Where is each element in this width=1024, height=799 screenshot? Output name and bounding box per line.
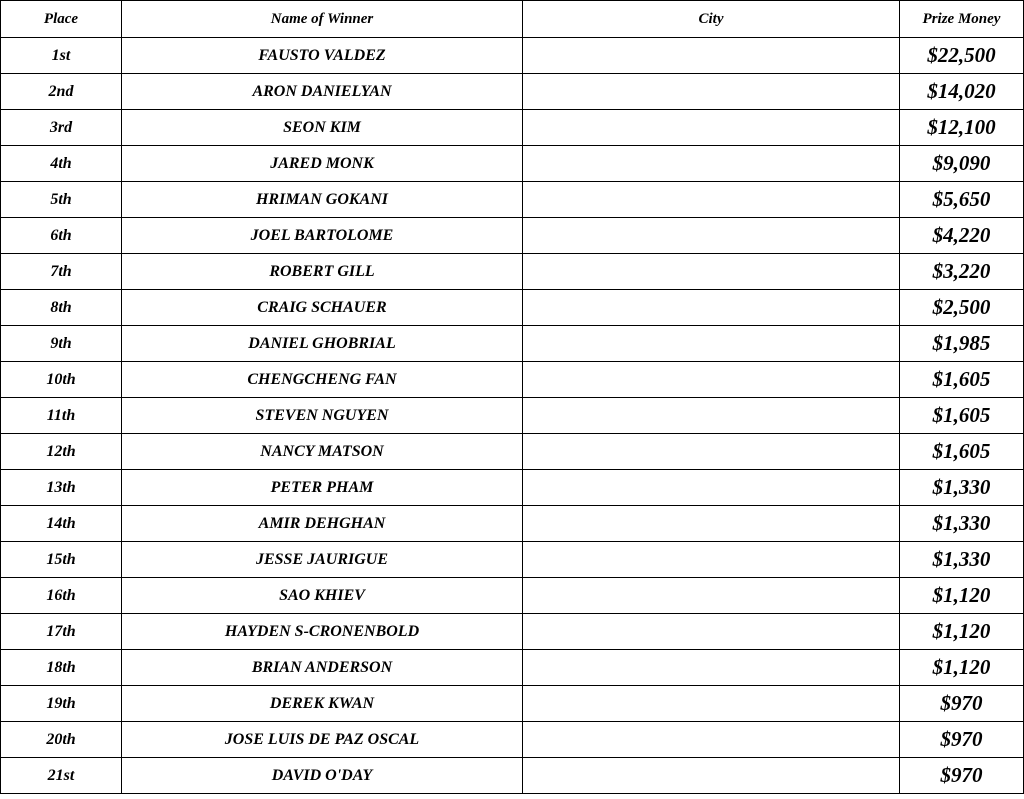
prize-money-cell: $22,500: [900, 38, 1024, 74]
place-cell: 21st: [1, 758, 122, 794]
city-cell: [523, 182, 900, 218]
prize-money-cell: $1,605: [900, 398, 1024, 434]
city-cell: [523, 254, 900, 290]
prize-money-cell: $1,605: [900, 434, 1024, 470]
table-row: [1, 722, 1024, 758]
winner-name-cell: JOEL BARTOLOME: [122, 218, 523, 254]
city-cell: [523, 542, 900, 578]
winner-name-cell: FAUSTO VALDEZ: [122, 38, 523, 74]
prize-money-cell: $970: [900, 722, 1024, 758]
winner-name-cell: SEON KIM: [122, 110, 523, 146]
city-cell: [523, 434, 900, 470]
place-cell: 11th: [1, 398, 122, 434]
place-cell: 14th: [1, 506, 122, 542]
header-prize: Prize Money: [900, 1, 1024, 38]
winner-name-cell: HAYDEN S-CRONENBOLD: [122, 614, 523, 650]
prize-money-cell: $1,120: [900, 650, 1024, 686]
winner-name-cell: ROBERT GILL: [122, 254, 523, 290]
city-cell: [523, 470, 900, 506]
winner-name-cell: JOSE LUIS DE PAZ OSCAL: [122, 722, 523, 758]
winner-name-cell: DEREK KWAN: [122, 686, 523, 722]
prize-money-cell: $1,330: [900, 542, 1024, 578]
prize-money-cell: $1,120: [900, 614, 1024, 650]
city-cell: [523, 362, 900, 398]
place-cell: 6th: [1, 218, 122, 254]
prize-money-cell: $1,605: [900, 362, 1024, 398]
place-cell: 5th: [1, 182, 122, 218]
winner-name-cell: JESSE JAURIGUE: [122, 542, 523, 578]
prize-money-cell: $970: [900, 686, 1024, 722]
prize-money-cell: $1,330: [900, 470, 1024, 506]
city-cell: [523, 758, 900, 794]
prize-money-cell: $14,020: [900, 74, 1024, 110]
prize-money-cell: $5,650: [900, 182, 1024, 218]
winner-name-cell: PETER PHAM: [122, 470, 523, 506]
table-row: [1, 758, 1024, 794]
place-cell: 2nd: [1, 74, 122, 110]
winner-name-cell: CHENGCHENG FAN: [122, 362, 523, 398]
table-row: [1, 38, 1024, 74]
prize-money-cell: $1,985: [900, 326, 1024, 362]
winner-name-cell: JARED MONK: [122, 146, 523, 182]
city-cell: [523, 614, 900, 650]
table-row: [1, 326, 1024, 362]
table-row: [1, 398, 1024, 434]
place-cell: 12th: [1, 434, 122, 470]
header-place: Place: [1, 1, 122, 38]
prize-money-cell: $3,220: [900, 254, 1024, 290]
city-cell: [523, 218, 900, 254]
place-cell: 19th: [1, 686, 122, 722]
table-row: [1, 254, 1024, 290]
place-cell: 10th: [1, 362, 122, 398]
table-row: [1, 110, 1024, 146]
city-cell: [523, 290, 900, 326]
winner-name-cell: STEVEN NGUYEN: [122, 398, 523, 434]
winner-name-cell: DANIEL GHOBRIAL: [122, 326, 523, 362]
place-cell: 16th: [1, 578, 122, 614]
place-cell: 15th: [1, 542, 122, 578]
place-cell: 9th: [1, 326, 122, 362]
winner-name-cell: CRAIG SCHAUER: [122, 290, 523, 326]
table-row: [1, 506, 1024, 542]
prize-money-cell: $970: [900, 758, 1024, 794]
city-cell: [523, 398, 900, 434]
table-row: [1, 146, 1024, 182]
table-row: [1, 218, 1024, 254]
city-cell: [523, 110, 900, 146]
table-row: [1, 578, 1024, 614]
prize-money-cell: $9,090: [900, 146, 1024, 182]
table-row: [1, 74, 1024, 110]
city-cell: [523, 326, 900, 362]
place-cell: 13th: [1, 470, 122, 506]
city-cell: [523, 74, 900, 110]
place-cell: 8th: [1, 290, 122, 326]
city-cell: [523, 722, 900, 758]
place-cell: 17th: [1, 614, 122, 650]
header-city: City: [523, 1, 900, 38]
winner-name-cell: BRIAN ANDERSON: [122, 650, 523, 686]
place-cell: 20th: [1, 722, 122, 758]
prize-money-cell: $2,500: [900, 290, 1024, 326]
table-row: [1, 686, 1024, 722]
table-row: [1, 182, 1024, 218]
table-body: [1, 38, 1024, 794]
place-cell: 4th: [1, 146, 122, 182]
place-cell: 3rd: [1, 110, 122, 146]
city-cell: [523, 38, 900, 74]
winner-name-cell: SAO KHIEV: [122, 578, 523, 614]
winner-name-cell: HRIMAN GOKANI: [122, 182, 523, 218]
winner-name-cell: AMIR DEHGHAN: [122, 506, 523, 542]
city-cell: [523, 686, 900, 722]
city-cell: [523, 506, 900, 542]
header-name: Name of Winner: [122, 1, 523, 38]
city-cell: [523, 146, 900, 182]
table-row: [1, 362, 1024, 398]
city-cell: [523, 578, 900, 614]
prize-money-cell: $12,100: [900, 110, 1024, 146]
table-row: [1, 650, 1024, 686]
prize-money-cell: $4,220: [900, 218, 1024, 254]
place-cell: 1st: [1, 38, 122, 74]
city-cell: [523, 650, 900, 686]
prize-money-cell: $1,120: [900, 578, 1024, 614]
winner-name-cell: DAVID O'DAY: [122, 758, 523, 794]
table-row: [1, 434, 1024, 470]
place-cell: 18th: [1, 650, 122, 686]
table-header-row: [1, 1, 1024, 38]
winner-name-cell: ARON DANIELYAN: [122, 74, 523, 110]
prize-money-cell: $1,330: [900, 506, 1024, 542]
place-cell: 7th: [1, 254, 122, 290]
table-row: [1, 614, 1024, 650]
table-row: [1, 542, 1024, 578]
table-row: [1, 290, 1024, 326]
winner-name-cell: NANCY MATSON: [122, 434, 523, 470]
table-row: [1, 470, 1024, 506]
